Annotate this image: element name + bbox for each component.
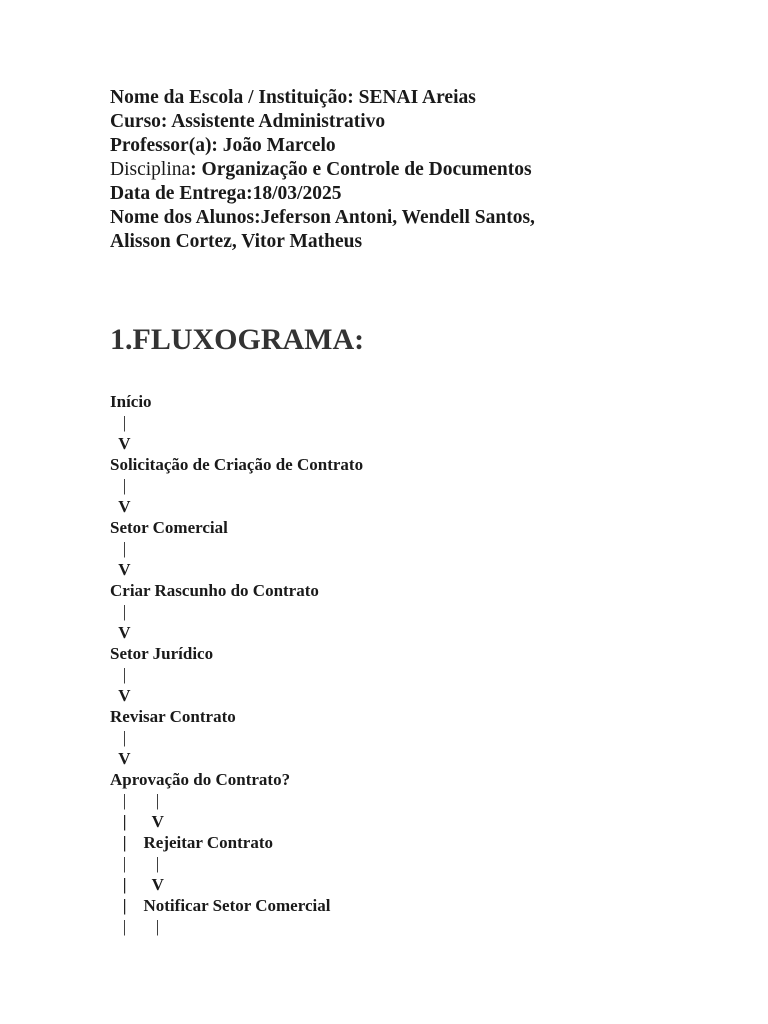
- flow-line: Solicitação de Criação de Contrato: [110, 455, 364, 474]
- teacher-line: Professor(a): João Marcelo: [110, 135, 336, 156]
- flow-line: V: [110, 749, 131, 768]
- flow-line: Setor Comercial: [110, 518, 228, 537]
- flow-line: | Notificar Setor Comercial: [110, 896, 331, 915]
- flow-line: |: [110, 728, 127, 747]
- flow-line: V: [110, 434, 131, 453]
- flow-line: |: [110, 602, 127, 621]
- school-line: [110, 86, 730, 110]
- flow-line: | V: [110, 812, 164, 831]
- flow-line: V: [110, 560, 131, 579]
- school-value: SENAI Areias: [358, 87, 476, 108]
- students-line-2: Alisson Cortez, Vitor Matheus: [110, 231, 363, 252]
- course-line: Curso: Assistente Administrativo: [110, 111, 386, 132]
- flowchart-text: [110, 391, 363, 937]
- due-date-line: Data de Entrega:18/03/2025: [110, 183, 342, 204]
- flow-line: |: [110, 665, 127, 684]
- flow-line: | V: [110, 875, 164, 894]
- flow-line: | |: [110, 917, 160, 936]
- flow-line: Revisar Contrato: [110, 707, 236, 726]
- flow-line: | Rejeitar Contrato: [110, 833, 273, 852]
- flow-line: V: [110, 686, 131, 705]
- document-header: [110, 86, 730, 254]
- flow-line: | |: [110, 854, 160, 873]
- flow-line: |: [110, 413, 127, 432]
- school-label: Nome da Escola / Instituição:: [110, 87, 359, 108]
- flow-line: Início: [110, 392, 152, 411]
- document-page: [110, 86, 730, 936]
- flow-line: Criar Rascunho do Contrato: [110, 581, 319, 600]
- discipline-line: [110, 158, 730, 182]
- flow-line: | |: [110, 791, 160, 810]
- students-line-1: Nome dos Alunos:Jeferson Antoni, Wendell Santos,: [110, 207, 535, 228]
- discipline-label: Disciplina: [110, 159, 191, 180]
- flow-line: V: [110, 623, 131, 642]
- flow-line: Aprovação do Contrato?: [110, 770, 291, 789]
- flow-line: |: [110, 539, 127, 558]
- flow-line: |: [110, 476, 127, 495]
- flow-line: V: [110, 497, 131, 516]
- flow-line: Setor Jurídico: [110, 644, 214, 663]
- discipline-value: : Organização e Controle de Documentos: [190, 159, 532, 180]
- section-title: 1.FLUXOGRAMA:: [110, 323, 365, 356]
